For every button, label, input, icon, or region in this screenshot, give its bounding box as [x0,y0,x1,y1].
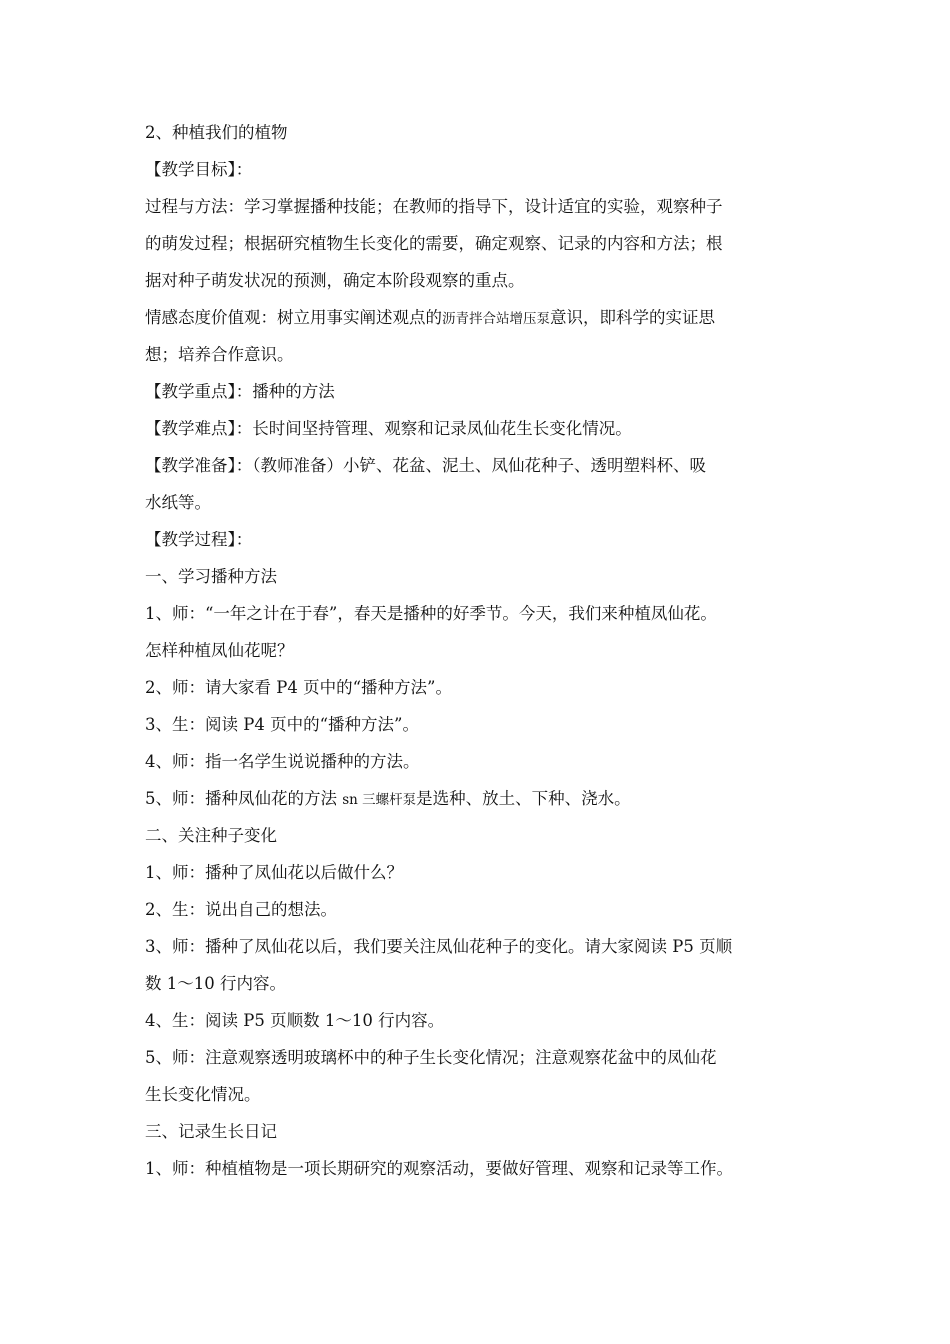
text-run: 意识，即科学的实证思 [550,308,715,327]
list-item: 1、师：种植植物是一项长期研究的观察活动，要做好管理、观察和记录等工作。 [145,1159,733,1178]
document-page [145,114,810,1187]
list-item: 2、生：说出自己的想法。 [145,900,337,919]
inserted-text-run: sn 三螺杆泵 [342,792,417,808]
paragraph-line: 的萌发过程；根据研究植物生长变化的需要，确定观察、记录的内容和方法；根 [145,234,723,253]
paragraph-line: 过程与方法：学习掌握播种技能；在教师的指导下，设计适宜的实验，观察种子 [145,197,723,216]
list-item: 4、生：阅读 P5 页顺数 1～10 行内容。 [145,1011,445,1030]
paragraph-line-mixed [145,299,810,336]
heading-process: 【教学过程】： [145,530,253,549]
list-item-continuation: 怎样种植凤仙花呢？ [145,641,294,660]
list-item: 3、生：阅读 P4 页中的“播种方法”。 [145,715,419,734]
list-item-continuation: 生长变化情况。 [145,1085,261,1104]
list-item: 1、师：“一年之计在于春”，春天是播种的好季节。今天，我们来种植凤仙花。 [145,604,717,623]
paragraph-line: 想；培养合作意识。 [145,345,294,364]
heading-difficulties: 【教学难点】：长时间坚持管理、观察和记录凤仙花生长变化情况。 [145,419,632,438]
list-item: 2、师：请大家看 P4 页中的“播种方法”。 [145,678,452,697]
list-item: 1、师：播种了凤仙花以后做什么？ [145,863,403,882]
paragraph-line: 水纸等。 [145,493,211,512]
list-item: 5、师：注意观察透明玻璃杯中的种子生长变化情况；注意观察花盆中的凤仙花 [145,1048,717,1067]
list-item: 3、师：播种了凤仙花以后，我们要关注凤仙花种子的变化。请大家阅读 P5 页顺 [145,937,733,956]
subheading-seed-changes: 二、关注种子变化 [145,826,277,845]
subheading-learn-sowing: 一、学习播种方法 [145,567,277,586]
list-item: 4、师：指一名学生说说播种的方法。 [145,752,420,771]
paragraph-line: 据对种子萌发状况的预测，确定本阶段观察的重点。 [145,271,525,290]
inserted-text-run: 沥青拌合站增压泵 [442,311,550,327]
heading-key-points: 【教学重点】：播种的方法 [145,382,335,401]
list-item-mixed [145,780,810,817]
text-run: 5、师：播种凤仙花的方法 [145,789,343,808]
heading-preparation: 【教学准备】：（教师准备）小铲、花盆、泥土、凤仙花种子、透明塑料杯、吸 [145,456,706,475]
subheading-growth-diary: 三、记录生长日记 [145,1122,277,1141]
section-title: 2、种植我们的植物 [145,123,288,142]
text-run: 是选种、放土、下种、浇水。 [416,789,631,808]
text-run: 情感态度价值观：树立用事实阐述观点的 [145,308,442,327]
heading-teaching-goals: 【教学目标】： [145,160,253,179]
list-item-continuation: 数 1～10 行内容。 [145,974,286,993]
